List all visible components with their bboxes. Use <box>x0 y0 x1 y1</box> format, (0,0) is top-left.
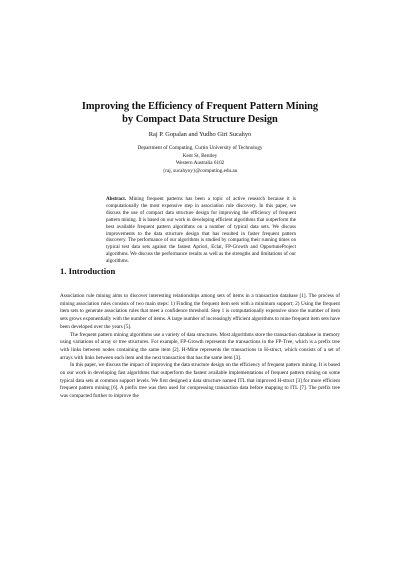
abstract <box>106 196 296 265</box>
affiliation-department: Department of Computing, Curtin University of Technology <box>137 145 263 151</box>
paper-title <box>60 100 340 126</box>
affiliation-block <box>80 145 320 175</box>
affiliation-email: {raj, sucahyoy}@computing.edu.au <box>162 167 238 174</box>
intro-paragraph-2: The frequent pattern mining algorithms use a variety of data structures. Most algorithms store the transaction database in memory using variations of array or tree structures. For example, FP-Growth represents the transactions in the FP-Tree, which is a prefix tree with links between nodes containing the same item [2]. H-Mine represents the transactions in H-struct, which consists of a set of arrays with links between each item and the next transaction that has the same item [3]. <box>60 331 340 361</box>
affiliation-city: Western Australia 6102 <box>175 160 225 167</box>
introduction-body <box>60 293 340 401</box>
intro-paragraph-3: In this paper, we discuss the impact of improving the data structure design on the efficiency of frequent pattern mining. It is based on our work in developing fast algorithms that outperform the fastest available implementations of frequent pattern mining on some typical data sets at common support levels. We first designed a data structure named ITL that improved H-struct [3] for more efficient frequent pattern mining [6]. A prefix tree was then used for compressing transaction data before mapping to ITL [7]. The prefix tree was compacted further to improve the <box>60 362 340 400</box>
abstract-text: Mining frequent patterns has been a topic of active research because it is computationally the most expensive step in association rule discovery. In this paper, we discuss the use of compact data structure design for improving the efficiency of frequent pattern mining. It is based on our work in developing efficient algorithms that outperform the best available frequent pattern algorithms on a number of typical data sets. We discuss improvements to the data structure design that has resulted in faster frequent pattern discovery. The performance of our algorithms is studied by comparing their running times on typical test data sets against the fastest Apriori, Eclat, FP-Growth and OpportuneProject algorithms. We discuss the performance results as well as the strengths and limitations of our algorithms. <box>106 196 296 265</box>
title-line-2: by Compact Data Structure Design <box>122 114 278 125</box>
intro-paragraph-1: Association rule mining aims to discover interesting relationships among sets of items in a transaction database [1]. The process of mining association rules consists of two main steps: 1) Finding the frequent item sets with a minimum support; 2) Using the frequent item sets to generate association rules that meet a confidence threshold. Step 1 is computationally expensive since the number of item sets grows exponentially with the number of items. A large number of increasingly efficient algorithms to mine frequent item sets have been developed over the years [5]. <box>60 293 340 330</box>
affiliation-street: Kent St, Bentley <box>182 152 218 159</box>
abstract-label: Abstract. <box>106 196 127 202</box>
section-heading-introduction: 1. Introduction <box>60 266 116 276</box>
author-list: Raj P. Gopalan and Yudho Giri Sucahyo <box>148 131 252 138</box>
title-line-1: Improving the Efficiency of Frequent Pattern Mining <box>81 101 319 112</box>
